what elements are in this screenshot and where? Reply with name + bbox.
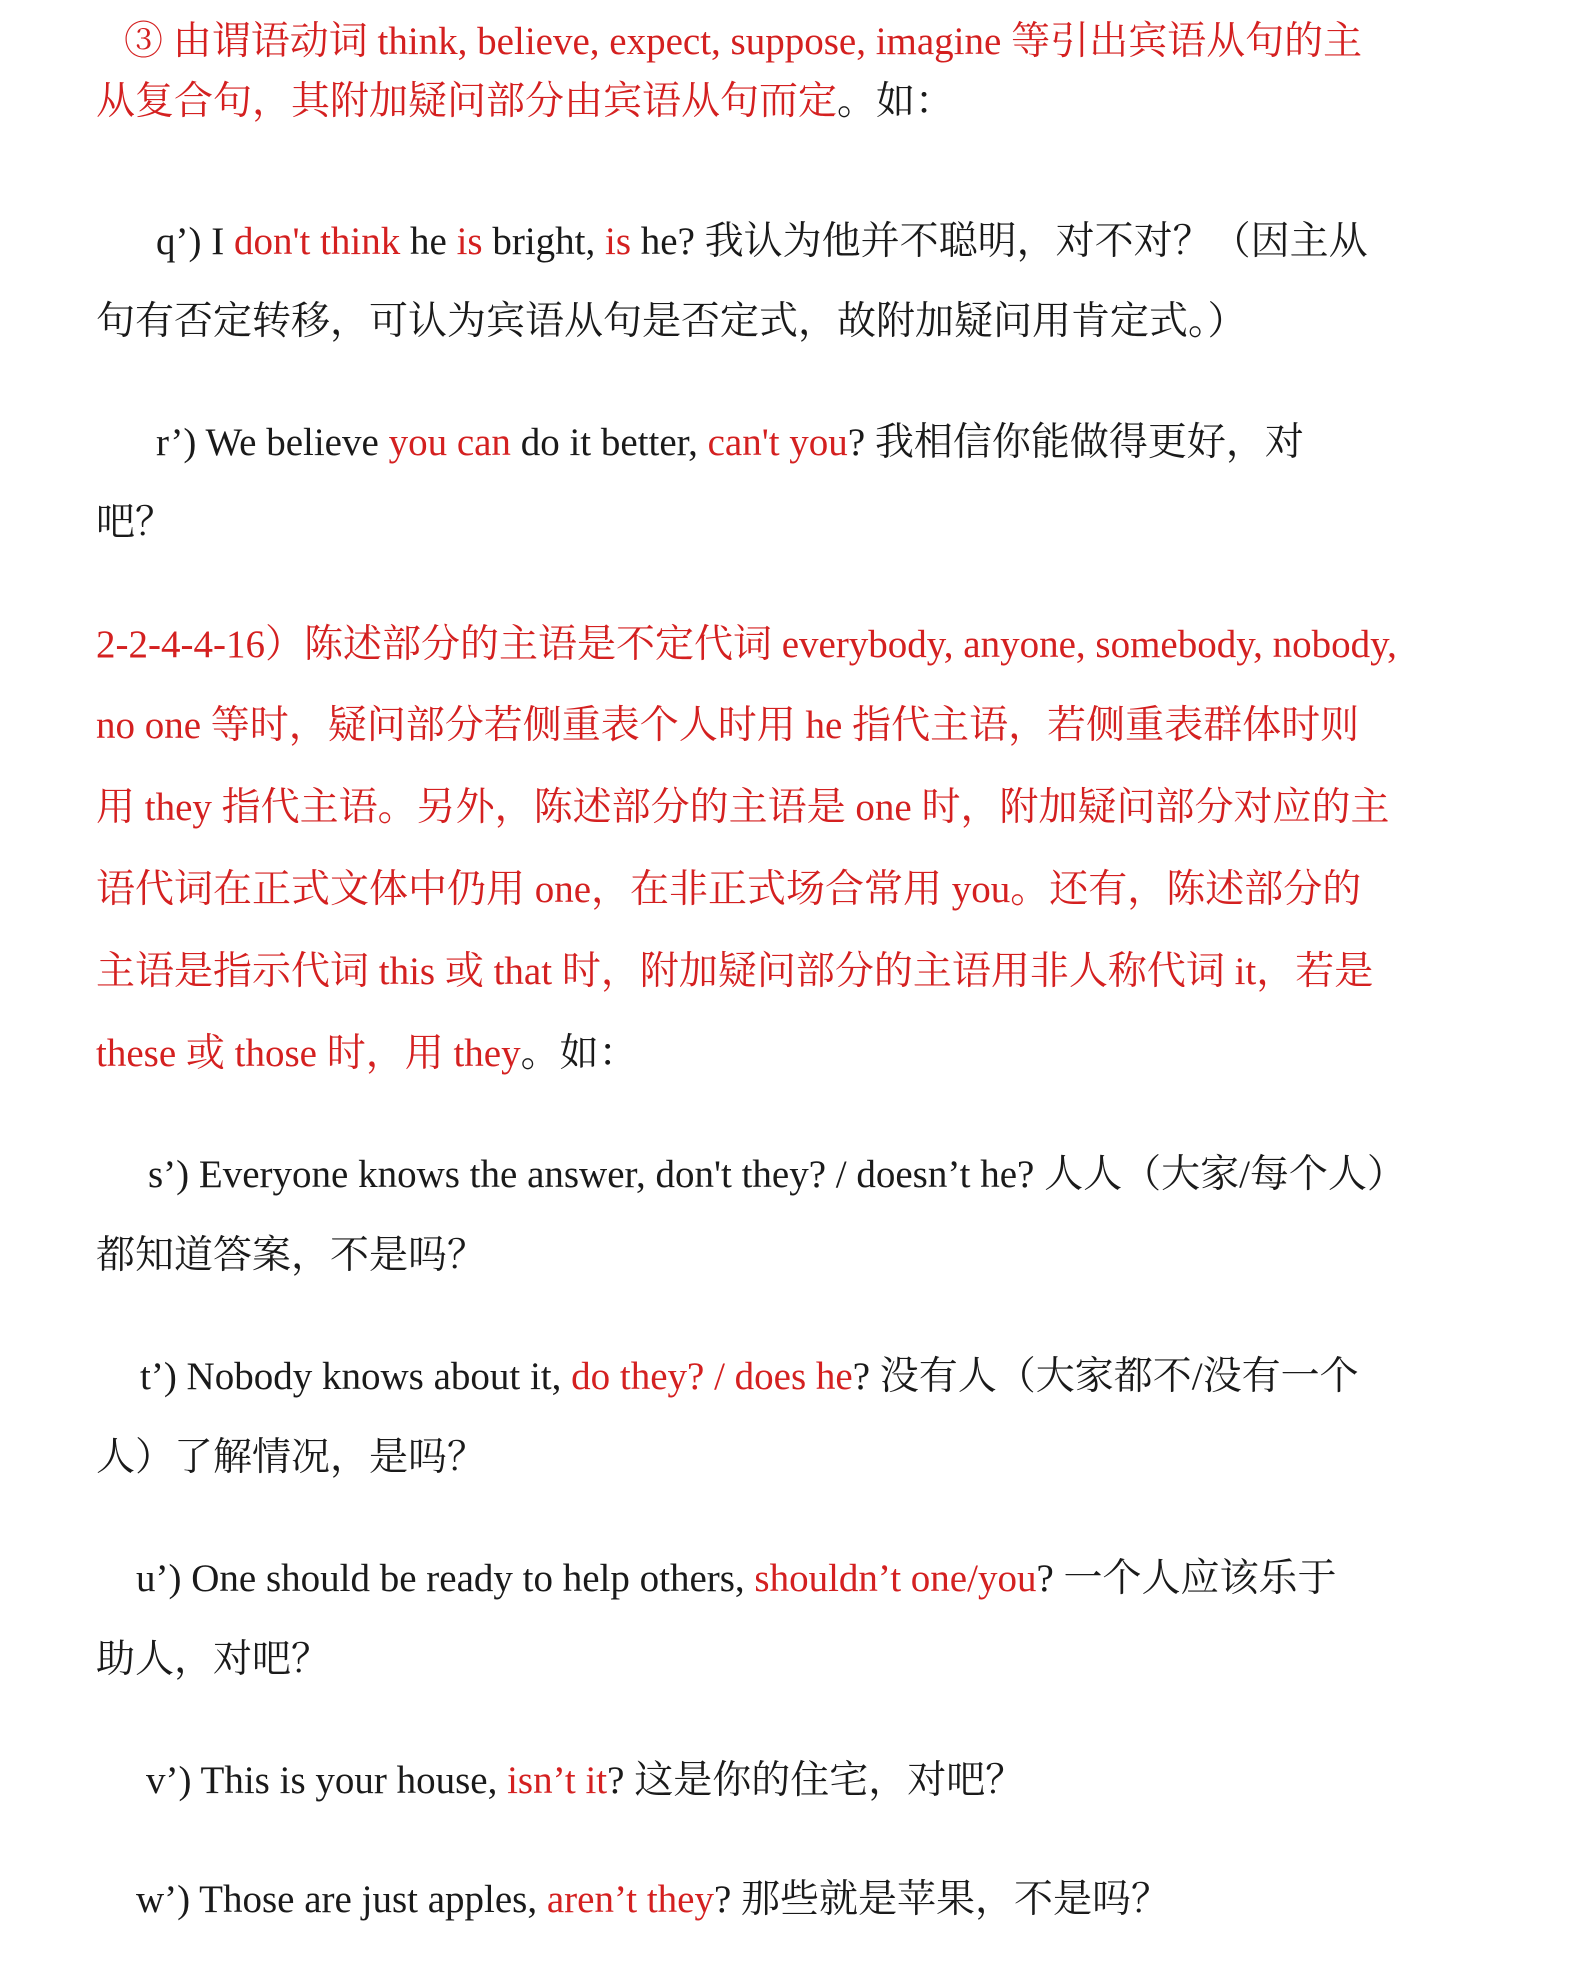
example-s-line2: 都知道答案，不是吗？ [96,1234,487,1277]
example-r-highlight: can't you [707,421,848,464]
example-w-text: ? 那些就是苹果，不是吗？ [713,1878,1171,1921]
example-w-highlight: aren’t they [546,1878,714,1921]
rule-line3: 用 they 指代主语。另外，陈述部分的主语是 one 时，附加疑问部分对应的主 [96,786,1390,829]
example-w-text: w’) Those are just apples, [136,1878,547,1921]
rule-line5: 主语是指示代词 this 或 that 时，附加疑问部分的主语用非人称代词 it，若是 [96,950,1374,993]
example-r-text: do it better, [510,421,708,464]
rule-line6-red: these 或 those 时，用 they [96,1032,521,1075]
example-t-text: t’) Nobody knows about it, [140,1355,572,1398]
section3-line2-red: 从复合句，其附加疑问部分由宾语从句而定 [96,80,838,123]
rule-line4: 语代词在正式文体中仍用 one，在非正式场合常用 you。还有，陈述部分的 [96,868,1362,911]
example-q-highlight: don't think [233,220,401,263]
example-u-line1 [136,1559,1337,1598]
example-r-highlight: you can [388,421,511,464]
rule-line6-black: 。如： [520,1032,638,1075]
example-q-line1 [156,222,1368,261]
rule-line2: no one 等时，疑问部分若侧重表个人时用 he 指代主语，若侧重表群体时则 [96,704,1360,747]
example-v-highlight: isn’t it [507,1759,608,1802]
example-r-line2: 吧？ [96,501,175,544]
example-t-line2: 人）了解情况，是吗？ [96,1436,487,1479]
example-v-text: ? 这是你的住宅，对吧？ [607,1759,1025,1802]
rule-line1: 2-2-4-4-16）陈述部分的主语是不定代词 everybody, anyone, somebody, nobody, [96,623,1397,666]
example-q-text: he [400,220,457,263]
example-u-line2: 助人，对吧？ [96,1638,331,1681]
example-q-text: he? 我认为他并不聪明，对不对？（因主从 [631,220,1368,263]
section3-line1: ③ 由谓语动词 think, believe, expect, suppose, imagine 等引出宾语从句的主 [124,20,1363,63]
example-q-highlight: is [456,220,483,263]
example-t-text: ? 没有人（大家都不/没有一个 [852,1355,1359,1398]
example-u-highlight: shouldn’t one/you [754,1557,1037,1600]
example-u-text: ? 一个人应该乐于 [1036,1557,1337,1600]
example-q-line2: 句有否定转移，可认为宾语从句是否定式，故附加疑问用肯定式。） [96,300,1247,343]
example-t-line1 [140,1357,1359,1396]
section3-line2 [96,82,954,121]
rule-line6 [96,1034,638,1073]
example-q-text: q’) I [156,220,234,263]
example-t-highlight: do they? / does he [571,1355,853,1398]
example-v-line1 [146,1761,1024,1800]
section3-line2-black: 。如： [837,80,955,123]
example-w-line1 [136,1880,1170,1919]
example-v-text: v’) This is your house, [146,1759,508,1802]
example-r-text: r’) We believe [156,421,389,464]
example-r-line1 [156,423,1304,462]
example-q-text: bright, [482,220,606,263]
example-r-text: ? 我相信你能做得更好，对 [847,421,1304,464]
example-s-line1: s’) Everyone knows the answer, don't they? / doesn’t he? 人人（大家/每个人） [148,1153,1406,1196]
example-q-highlight: is [605,220,632,263]
example-u-text: u’) One should be ready to help others, [136,1557,755,1600]
